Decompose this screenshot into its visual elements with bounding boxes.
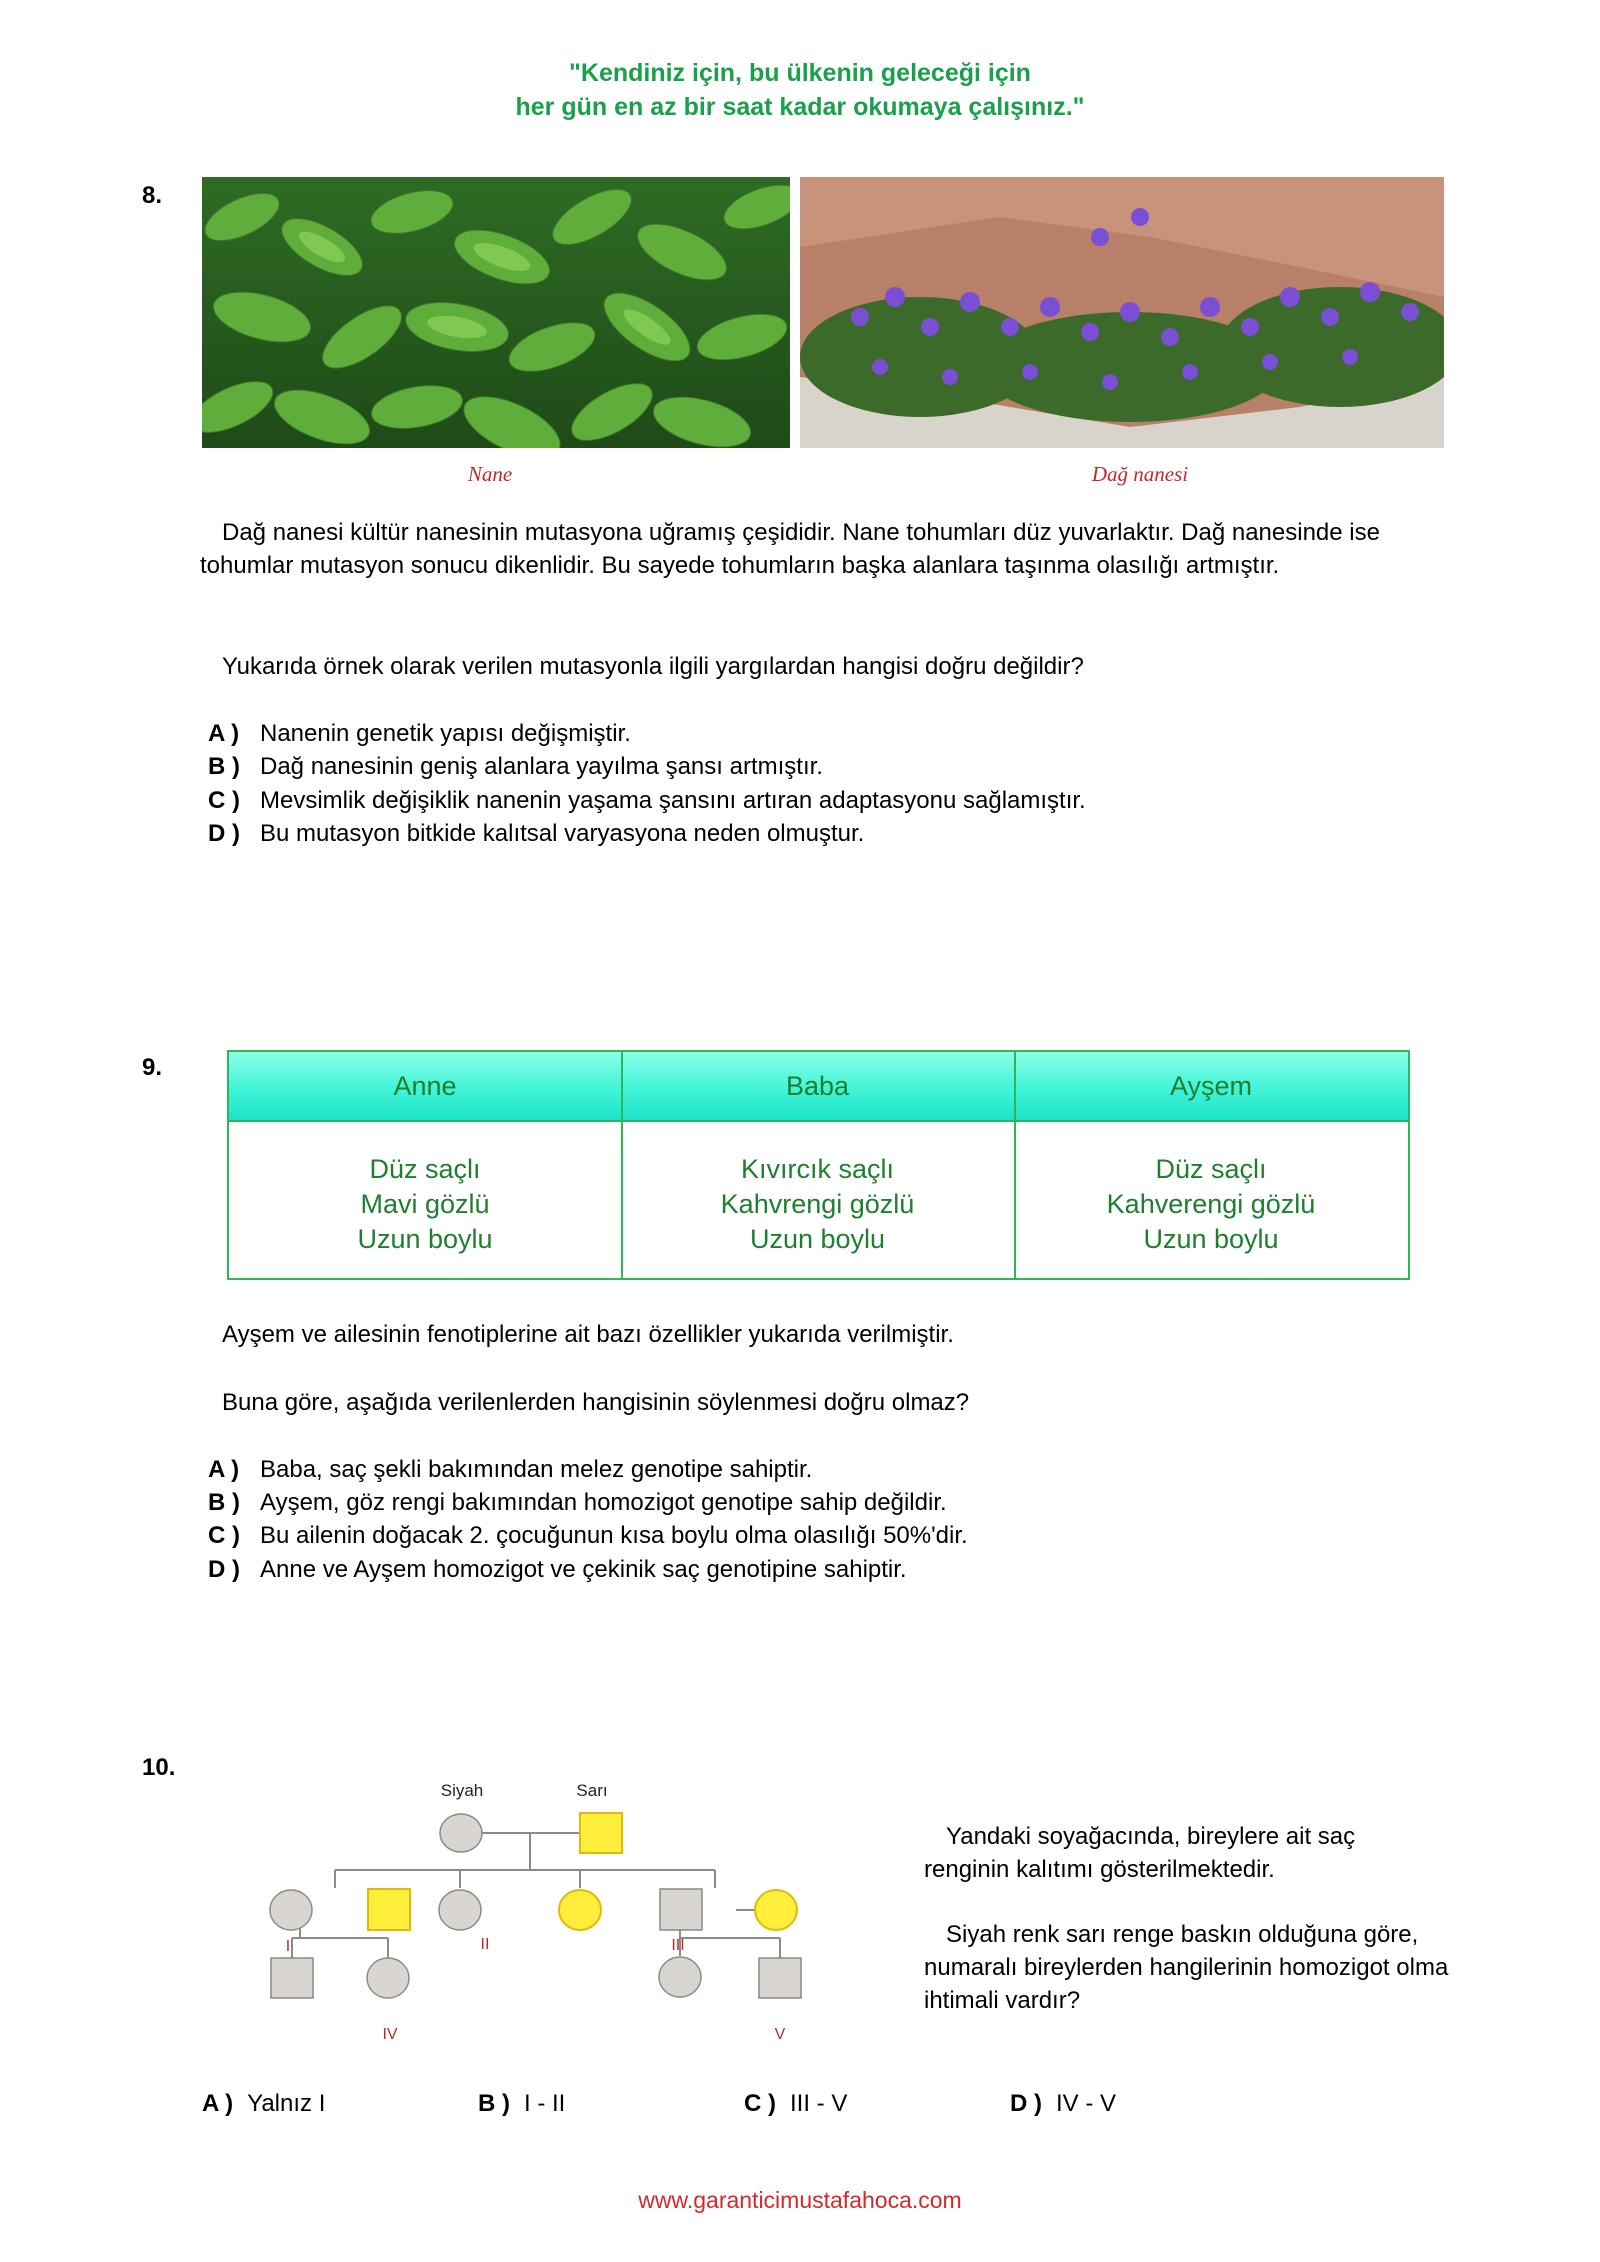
- phenotype-table: [227, 1050, 1410, 1280]
- question-10-text: Yandaki soyağacında, bireylere ait saç renginin kalıtımı gösterilmektedir.: [924, 1823, 1356, 1883]
- cell-aysem-hair: Düz saçlı: [1155, 1154, 1267, 1184]
- footer-website-link[interactable]: www.garanticimustafahoca.com: [638, 2187, 962, 2213]
- question-8-option-d[interactable]: D ) Bu mutasyon bitkide kalıtsal varyasyona neden olmuştur.: [208, 820, 865, 847]
- pedigree-diagram: [240, 1760, 840, 2060]
- gen3-black-male: [271, 1958, 313, 1998]
- question-10-option-c[interactable]: C ) III - V: [744, 2090, 848, 2117]
- cell-baba-hair: Kıvırcık saçlı: [740, 1154, 895, 1184]
- question-8-number: 8.: [142, 182, 163, 209]
- motto-line-2: her gün en az bir saat kadar okumaya çalışınız.": [515, 93, 1085, 121]
- gen2-yellow-male: [368, 1889, 410, 1930]
- individual-I: [270, 1890, 312, 1930]
- mountain-mint-caption: Dağ nanesi: [1091, 462, 1189, 486]
- gen3-black-female: [659, 1957, 701, 1997]
- cell-anne-hair: Düz saçlı: [369, 1154, 481, 1184]
- question-8-option-c[interactable]: C ) Mevsimlik değişiklik nanenin yaşama şansını artıran adaptasyonu sağlamıştır.: [208, 787, 1086, 814]
- column-aysem: [1014, 1052, 1408, 1278]
- question-8-option-a[interactable]: A ) Nanenin genetik yapısı değişmiştir.: [208, 720, 631, 747]
- mint-photo: [202, 177, 790, 448]
- individual-III: [660, 1889, 702, 1930]
- parent-yellow-male: [580, 1813, 622, 1853]
- question-8-option-b[interactable]: B ) Dağ nanesinin geniş alanlara yayılma şansı artmıştır.: [208, 753, 823, 780]
- individual-V: [759, 1958, 801, 1998]
- cell-baba-eye: Kahvrengi gözlü: [720, 1189, 915, 1219]
- question-9-option-c[interactable]: C ) Bu ailenin doğacak 2. çocuğunun kısa boylu olma olasılığı 50%'dir.: [208, 1522, 968, 1549]
- question-8-text: Dağ nanesi kültür nanesinin mutasyona uğramış çeşididir. Nane tohumları düz yuvarlaktır. Dağ nanesinde ise tohumlar mutasyon sonucu dikenlidir. Bu sayede tohumların başka alanlara taşınma olasılığı artmıştır.: [200, 519, 1380, 579]
- gen2-yellow-female-2: [755, 1890, 797, 1930]
- roman-V: V: [774, 2026, 786, 2043]
- cell-baba-height: Uzun boylu: [749, 1224, 886, 1254]
- question-9-prompt: Buna göre, aşağıda verilenlerden hangisinin söylenmesi doğru olmaz?: [222, 1389, 970, 1416]
- question-9-text: Ayşem ve ailesinin fenotiplerine ait bazı özellikler yukarıda verilmiştir.: [222, 1321, 954, 1348]
- individual-II: [439, 1890, 481, 1930]
- cell-aysem-height: Uzun boylu: [1143, 1224, 1279, 1254]
- cell-anne-height: Uzun boylu: [357, 1224, 493, 1254]
- question-9-option-d[interactable]: D ) Anne ve Ayşem homozigot ve çekinik saç genotipine sahiptir.: [208, 1556, 907, 1583]
- roman-III: III: [671, 1937, 685, 1954]
- header-anne: Anne: [393, 1071, 457, 1101]
- roman-II: II: [480, 1936, 490, 1953]
- question-9-option-a[interactable]: A ) Baba, saç şekli bakımından melez genotipe sahiptir.: [208, 1456, 813, 1483]
- motto-line-1: "Kendiniz için, bu ülkenin geleceği için: [569, 59, 1031, 87]
- parent-black-female: [440, 1814, 482, 1852]
- column-baba: [621, 1052, 1014, 1278]
- mountain-mint-photo: [800, 177, 1444, 448]
- mint-caption: Nane: [467, 462, 513, 486]
- label-yellow: Sarı: [576, 1781, 608, 1800]
- individual-IV: [367, 1958, 409, 1998]
- question-10-prompt: Siyah renk sarı renge baskın olduğuna göre, numaralı bireylerden hangilerinin homozigot olma ihtimali vardır?: [924, 1921, 1449, 2014]
- roman-IV: IV: [382, 2026, 398, 2043]
- gen2-yellow-female: [559, 1890, 601, 1930]
- header-aysem: Ayşem: [1169, 1071, 1253, 1101]
- question-8-prompt: Yukarıda örnek olarak verilen mutasyonla ilgili yargılardan hangisi doğru değildir?: [222, 653, 1084, 680]
- cell-anne-eye: Mavi gözlü: [360, 1189, 490, 1219]
- question-10-option-b[interactable]: B ) I - II: [478, 2090, 566, 2117]
- question-10-option-d[interactable]: D ) IV - V: [1010, 2090, 1117, 2117]
- cell-aysem-eye: Kahverengi gözlü: [1106, 1189, 1316, 1219]
- label-black: Siyah: [440, 1781, 484, 1800]
- question-9-option-b[interactable]: B ) Ayşem, göz rengi bakımından homozigot genotipe sahip değildir.: [208, 1489, 947, 1516]
- question-9-number: 9.: [142, 1054, 163, 1081]
- column-anne: [229, 1052, 621, 1278]
- roman-I: I: [285, 1938, 291, 1955]
- header-baba: Baba: [785, 1071, 850, 1101]
- question-10-number: 10.: [142, 1754, 176, 1781]
- question-10-option-a[interactable]: A ) Yalnız I: [202, 2090, 326, 2117]
